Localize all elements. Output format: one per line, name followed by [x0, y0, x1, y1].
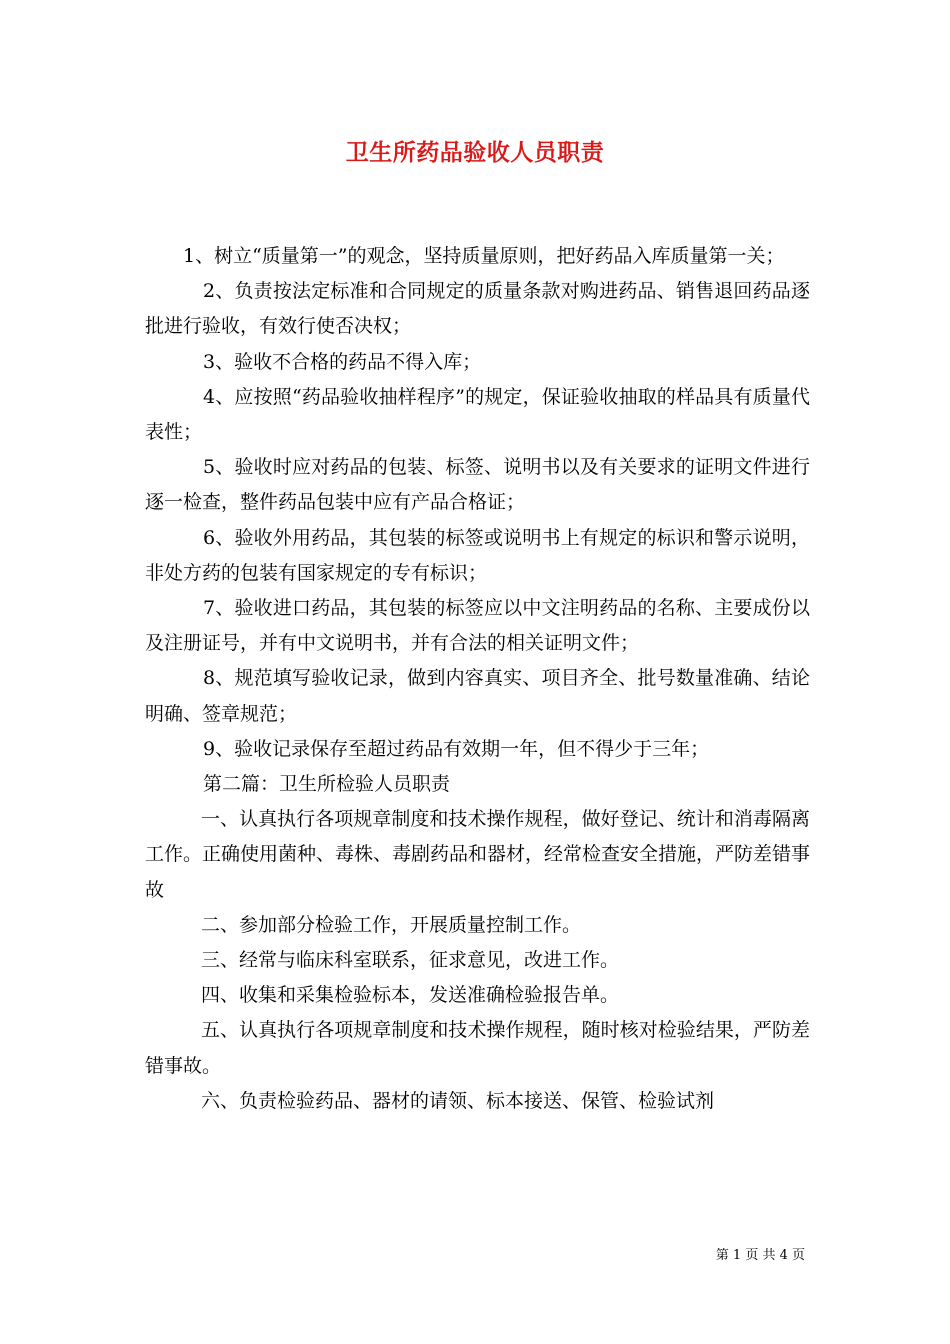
paragraph-3: 3、验收不合格的药品不得入库；: [203, 350, 482, 373]
paragraph-2: 2、负责按法定标准和合同规定的质量条款对购进药品、销售退回药品逐批进行验收，有效行使否决权；: [145, 280, 810, 338]
paragraph-8: 8、规范填写验收记录，做到内容真实、项目齐全、批号数量准确、结论明确、签章规范；: [145, 667, 810, 725]
page-number: 第 1 页 共 4 页: [715, 1248, 805, 1263]
duty-3: 三、经常与临床科室联系，征求意见，改进工作。: [201, 949, 620, 972]
paragraph-1: 1、树立“质量第一”的观念，坚持质量原则，把好药品入库质量第一关；: [183, 245, 785, 267]
paragraph-4: 4、应按照“药品验收抽样程序”的规定，保证验收抽取的样品具有质量代表性；: [145, 385, 810, 444]
section-heading: 第二篇：卫生所检验人员职责: [203, 773, 451, 796]
document-title: 卫生所药品验收人员职责: [345, 139, 605, 166]
duty-1: 一、认真执行各项规章制度和技术操作规程，做好登记、统计和消毒隔离工作。正确使用菌种、毒株、毒剧药品和器材，经常检查安全措施，严防差错事故: [145, 808, 811, 901]
duty-5: 五、认真执行各项规章制度和技术操作规程，随时核对检验结果，严防差错事故。: [145, 1019, 810, 1077]
document-body: [145, 239, 810, 1119]
paragraph-7: 7、验收进口药品，其包装的标签应以中文注明药品的名称、主要成份以及注册证号，并有中文说明书，并有合法的相关证明文件；: [145, 597, 810, 655]
paragraph-9: 9、验收记录保存至超过药品有效期一年，但不得少于三年；: [203, 737, 710, 760]
duty-6: 六、负责检验药品、器材的请领、标本接送、保管、检验试剂: [201, 1089, 715, 1112]
duty-4: 四、收集和采集检验标本，发送准确检验报告单。: [201, 984, 620, 1007]
paragraph-6: 6、验收外用药品，其包装的标签或说明书上有规定的标识和警示说明，非处方药的包装有国家规定的专有标识；: [145, 526, 810, 584]
paragraph-5: 5、验收时应对药品的包装、标签、说明书以及有关要求的证明文件进行逐一检查，整件药品包装中应有产品合格证；: [145, 456, 810, 514]
duty-2: 二、参加部分检验工作，开展质量控制工作。: [201, 913, 582, 936]
